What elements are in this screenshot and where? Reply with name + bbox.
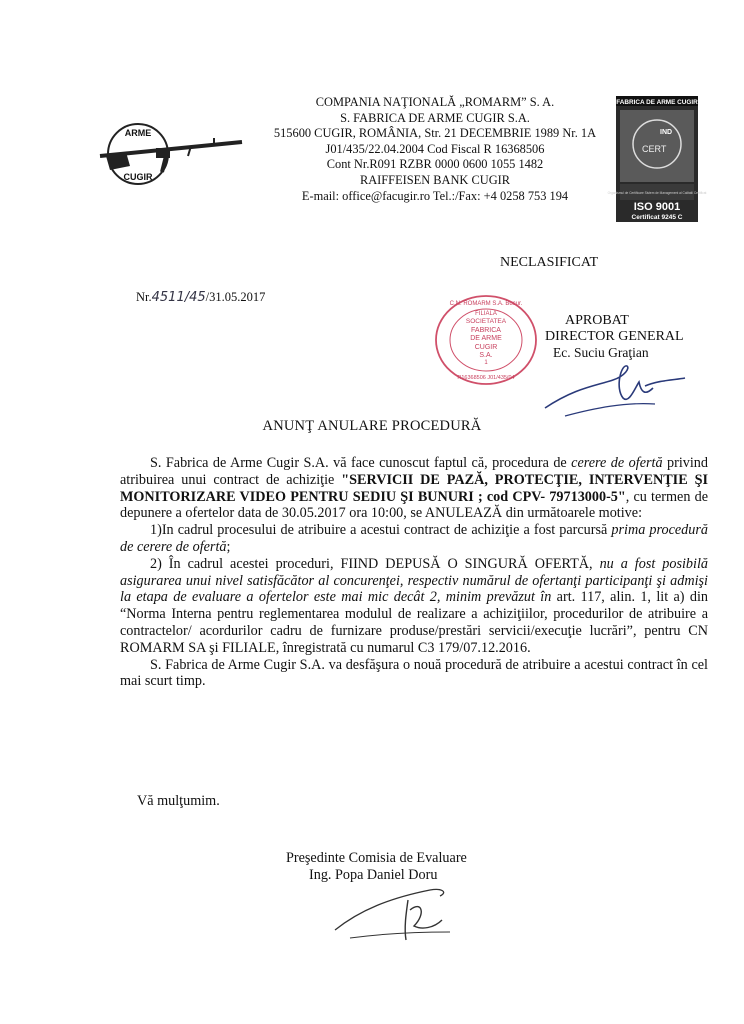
president-signature [330, 870, 480, 945]
p1-text-a: S. Fabrica de Arme Cugir S.A. vă face cunoscut faptul că, procedura de [150, 455, 572, 471]
stamp-line-5: DE ARME [470, 335, 502, 342]
header-line-company: COMPANIA NAŢIONALĂ „ROMARM” S. A. [315, 95, 555, 109]
approval-status: APROBAT [565, 313, 629, 328]
paragraph-reason-1 [120, 522, 708, 556]
ind-text: IND [660, 129, 673, 136]
header-line-registry: J01/435/22.04.2004 Cod Fiscal R 16368506 [325, 141, 545, 156]
registration-handwritten-number: 4511/45 [151, 290, 206, 305]
p3-text-e: art. 117, alin. 1, lit a) din “Norma Interna pentru reglementarea modulul de realizare a achiziţiilor, procedurilor de atribuire a contractelor/ acordurilor cadru de furnizare produse/prestări servicii/execuţie lucrări”, pentru CN ROMARM SA şi FILIALE, înregistrată cu numarul C3 179/07.12.2016. [120, 589, 708, 656]
approval-name: Ec. Suciu Graţian [553, 345, 649, 360]
closing-thanks: Vă mulţumim. [137, 793, 220, 809]
stamp-line-8: 1 [484, 360, 488, 366]
paragraph-reason-2 [120, 556, 708, 657]
p2-text-b: prima procedură de cerere de ofertă [120, 522, 708, 555]
p2-text-a: 1)In cadrul procesului de atribuire a acestui contract de achiziţie a fost parcursă [150, 522, 612, 539]
approval-role: DIRECTOR GENERAL [545, 329, 684, 344]
cert-banner-text: FABRICA DE ARME CUGIR [616, 99, 698, 106]
header-line-address: 515600 CUGIR, ROMÂNIA, Str. 21 DECEMBRIE 1989 Nr. 1A [273, 126, 597, 141]
header-line-bank: RAIFFEISEN BANK CUGIR [359, 172, 511, 187]
stamp-line-3: SOCIETATEA [465, 318, 507, 325]
document-title: ANUNŢ ANULARE PROCEDURĂ [262, 418, 482, 434]
stamp-line-7: S.A. [479, 352, 493, 359]
document-body [120, 455, 708, 690]
stamp-line-4: FABRICA [471, 327, 501, 334]
p1-text-c: privind atribuirea unui contract de achiziţie [120, 455, 708, 488]
paragraph-intro [120, 455, 708, 522]
p1-text-e: , cu termen de depunere a ofertelor data de 30.05.2017 ora 10:00, se ANULEAZĂ din următoarele motive: [120, 488, 708, 522]
logo-text-top: ARME [124, 128, 152, 138]
arme-cugir-logo [96, 118, 246, 188]
p3-text-b: nu a fost posibilă asigurarea unui nivel satisfăcător al concurenţei, respectiv numărul de ofertanţi participanţi şi admişi la etapa de evaluare a ofertelor este mai mic decât [120, 555, 708, 606]
cert-text: CERT [642, 144, 667, 154]
p3-text-d: în [540, 589, 552, 606]
p1-contract-name: "SERVICII DE PAZĂ, PROTECŢIE, INTERVENŢIE ŞI MONITORIZARE VIDEO PENTRU SEDIU ŞI BUNURI ; cod CPV- 79713000-5" [120, 471, 708, 505]
certificate-number: Certificat 9245 C [631, 214, 683, 221]
approval-block [512, 313, 684, 361]
stamp-line-9: R16368506 J01/435/04 [457, 375, 515, 381]
p3-text-a: 2) În cadrul acestei proceduri, FIIND DEPUSĂ O SINGURĂ OFERTĂ, [150, 555, 600, 572]
registration-number [136, 290, 265, 305]
classification-label: NECLASIFICAT [500, 255, 599, 270]
registration-prefix: Nr. [136, 290, 152, 304]
p2-text-c: ; [226, 538, 231, 555]
logo-text-bottom: CUGIR [123, 172, 153, 182]
stamp-line-1: C.N. ROMARM S.A. Bucur. [449, 301, 523, 307]
stamp-line-2: FILIALA [475, 311, 497, 317]
stamp-line-6: CUGIR [474, 344, 498, 351]
director-signature [535, 358, 695, 418]
paragraph-next-steps: S. Fabrica de Arme Cugir S.A. va desfăşura o nouă procedură de atribuire a acestui contract în cel mai scurt timp. [120, 656, 708, 690]
header-line-contact: E-mail: office@facugir.ro Tel.:/Fax: +4 0258 753 194 [301, 188, 569, 203]
p3-text-c: 2, minim prevăzut [424, 589, 541, 606]
p1-text-b: cerere de ofertă [571, 455, 663, 471]
iso-certification-badge [607, 96, 707, 222]
cert-org-text: Organismul de Certificare Sistem de Management al Calitatii Certificat [607, 191, 707, 195]
signatory-name: Ing. Popa Daniel Doru [309, 867, 438, 883]
signatory-role: Preşedinte Comisia de Evaluare [286, 850, 467, 866]
registration-date: /31.05.2017 [205, 290, 266, 304]
header-line-subsidiary: S. FABRICA DE ARME CUGIR S.A. [340, 110, 530, 125]
iso-label: ISO 9001 [633, 201, 681, 213]
company-header [250, 95, 620, 204]
header-line-account: Cont Nr.R091 RZBR 0000 0600 1055 1482 [326, 157, 544, 172]
